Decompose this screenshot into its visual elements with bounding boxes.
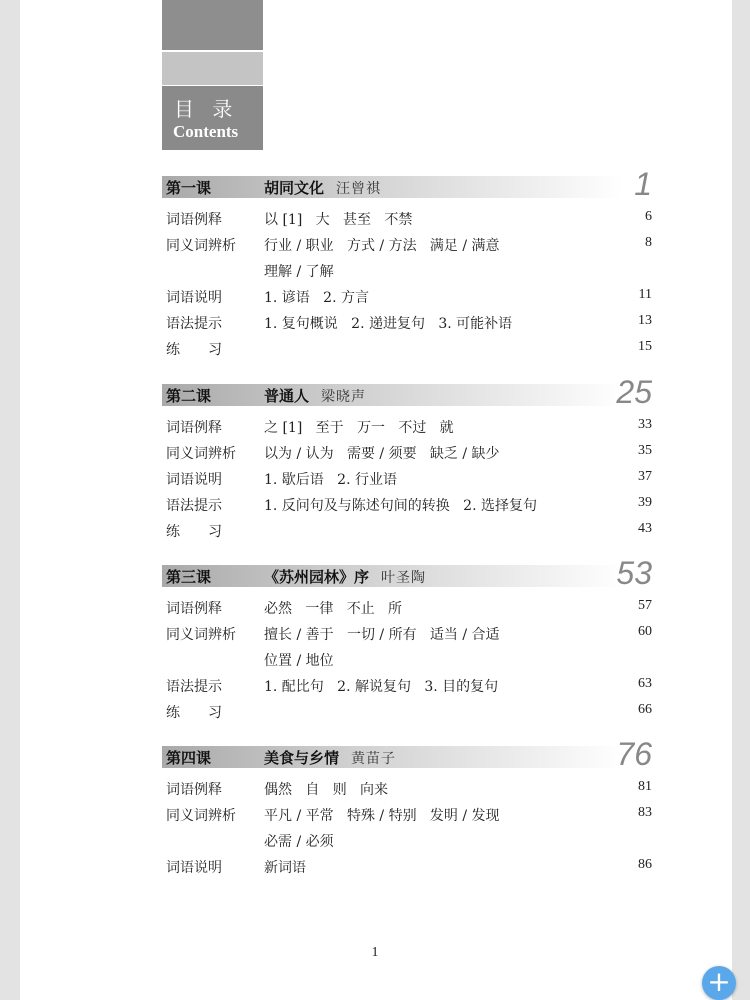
entry-label: 同义词辨析 <box>166 446 236 462</box>
header-block-top <box>162 0 263 50</box>
entry-page-number: 66 <box>638 702 652 717</box>
lesson-page-number: 53 <box>616 555 652 591</box>
entry-label: 语法提示 <box>166 316 222 332</box>
lesson-author: 汪曾祺 <box>336 181 382 197</box>
lesson-page-number: 76 <box>616 736 652 772</box>
entry-items: 以 [1] 大 甚至 不禁 <box>264 212 413 228</box>
toc-entry-row[interactable] <box>162 598 652 622</box>
toc-entry-row[interactable] <box>162 313 652 337</box>
toc-entry-row[interactable] <box>162 650 652 674</box>
entry-items: 1. 谚语 2. 方言 <box>264 290 369 306</box>
entry-items: 位置 / 地位 <box>264 653 334 669</box>
lesson-header-bar <box>162 384 622 406</box>
lesson-title: 《苏州园林》序 <box>264 568 370 586</box>
lesson-page-number: 1 <box>634 166 652 202</box>
entry-label: 同义词辨析 <box>166 627 236 643</box>
lesson-title-line <box>264 385 366 406</box>
entry-items: 理解 / 了解 <box>264 264 334 280</box>
toc-entry-row[interactable] <box>162 339 652 363</box>
entry-label: 语法提示 <box>166 679 222 695</box>
entry-items: 行业 / 职业 方式 / 方法 满足 / 满意 <box>264 238 500 254</box>
toc-entry-row[interactable] <box>162 857 652 881</box>
lesson-number: 第四课 <box>166 749 212 767</box>
entry-label: 词语例释 <box>166 420 222 436</box>
toc-entry-row[interactable] <box>162 495 652 519</box>
lesson-page-number: 25 <box>616 374 652 410</box>
lesson-number: 第一课 <box>166 179 212 197</box>
toc-entry-row[interactable] <box>162 235 652 259</box>
lesson-author: 梁晓声 <box>321 389 367 405</box>
lesson-author: 黄苗子 <box>351 751 397 767</box>
entry-items: 擅长 / 善于 一切 / 所有 适当 / 合适 <box>264 627 500 643</box>
toc-entry-row[interactable] <box>162 469 652 493</box>
entry-items: 必然 一律 不止 所 <box>264 601 403 617</box>
entry-page-number: 11 <box>638 287 652 302</box>
entry-page-number: 63 <box>638 676 652 691</box>
lesson-author: 叶圣陶 <box>381 570 427 586</box>
entry-label: 词语说明 <box>166 472 222 488</box>
lesson-number: 第二课 <box>166 387 212 405</box>
entry-label: 词语例释 <box>166 601 222 617</box>
entry-label: 练 习 <box>166 342 222 358</box>
contents-heading <box>162 86 263 150</box>
entry-page-number: 43 <box>638 521 652 536</box>
entry-page-number: 37 <box>638 469 652 484</box>
add-button[interactable] <box>702 966 736 1000</box>
contents-title-en: Contents <box>173 122 239 141</box>
entry-items: 平凡 / 平常 特殊 / 特别 发明 / 发现 <box>264 808 500 824</box>
entry-items: 1. 歇后语 2. 行业语 <box>264 472 397 488</box>
lesson-title-line <box>264 566 426 587</box>
toc-entry-row[interactable] <box>162 624 652 648</box>
entry-items: 1. 复句概说 2. 递进复句 3. 可能补语 <box>264 316 513 332</box>
entry-label: 练 习 <box>166 524 222 540</box>
toc-entry-row[interactable] <box>162 417 652 441</box>
entry-items: 必需 / 必须 <box>264 834 334 850</box>
entry-page-number: 39 <box>638 495 652 510</box>
toc-entry-row[interactable] <box>162 805 652 829</box>
toc-entry-row[interactable] <box>162 702 652 726</box>
entry-page-number: 83 <box>638 805 652 820</box>
entry-label: 语法提示 <box>166 498 222 514</box>
toc-entry-row[interactable] <box>162 443 652 467</box>
plus-icon: + <box>707 965 731 998</box>
entry-page-number: 81 <box>638 779 652 794</box>
entry-label: 词语例释 <box>166 212 222 228</box>
entry-page-number: 86 <box>638 857 652 872</box>
entry-page-number: 6 <box>645 209 652 224</box>
header-block-middle <box>162 52 263 85</box>
entry-label: 词语例释 <box>166 782 222 798</box>
entry-page-number: 57 <box>638 598 652 613</box>
entry-label: 词语说明 <box>166 860 222 876</box>
entry-items: 1. 反问句及与陈述句间的转换 2. 选择复句 <box>264 498 537 514</box>
toc-entry-row[interactable] <box>162 261 652 285</box>
entry-items: 以为 / 认为 需要 / 须要 缺乏 / 缺少 <box>264 446 500 462</box>
lesson-title: 普通人 <box>264 387 310 405</box>
entry-page-number: 8 <box>645 235 652 250</box>
page-number: 1 <box>371 945 379 960</box>
contents-title-cn: 目 录 <box>174 97 239 121</box>
lesson-title-line <box>264 177 381 198</box>
entry-items: 偶然 自 则 向来 <box>264 782 389 798</box>
entry-label: 词语说明 <box>166 290 222 306</box>
entry-label: 同义词辨析 <box>166 238 236 254</box>
toc-entry-row[interactable] <box>162 676 652 700</box>
toc-entry-row[interactable] <box>162 209 652 233</box>
entry-page-number: 35 <box>638 443 652 458</box>
entry-items: 之 [1] 至于 万一 不过 就 <box>264 420 454 436</box>
lesson-title-line <box>264 747 396 768</box>
entry-items: 新词语 <box>264 860 306 876</box>
lesson-title: 胡同文化 <box>264 179 325 197</box>
toc-entry-row[interactable] <box>162 287 652 311</box>
lesson-header-bar <box>162 176 622 198</box>
lesson-title: 美食与乡情 <box>264 749 340 767</box>
toc-entry-row[interactable] <box>162 831 652 855</box>
entry-page-number: 60 <box>638 624 652 639</box>
lesson-header-bar <box>162 565 622 587</box>
toc-entry-row[interactable] <box>162 779 652 803</box>
toc-entry-row[interactable] <box>162 521 652 545</box>
entry-label: 同义词辨析 <box>166 808 236 824</box>
entry-page-number: 15 <box>638 339 652 354</box>
entry-items: 1. 配比句 2. 解说复句 3. 目的复句 <box>264 679 499 695</box>
lesson-number: 第三课 <box>166 568 212 586</box>
entry-page-number: 33 <box>638 417 652 432</box>
lesson-header-bar <box>162 746 622 768</box>
entry-label: 练 习 <box>166 705 222 721</box>
entry-page-number: 13 <box>638 313 652 328</box>
